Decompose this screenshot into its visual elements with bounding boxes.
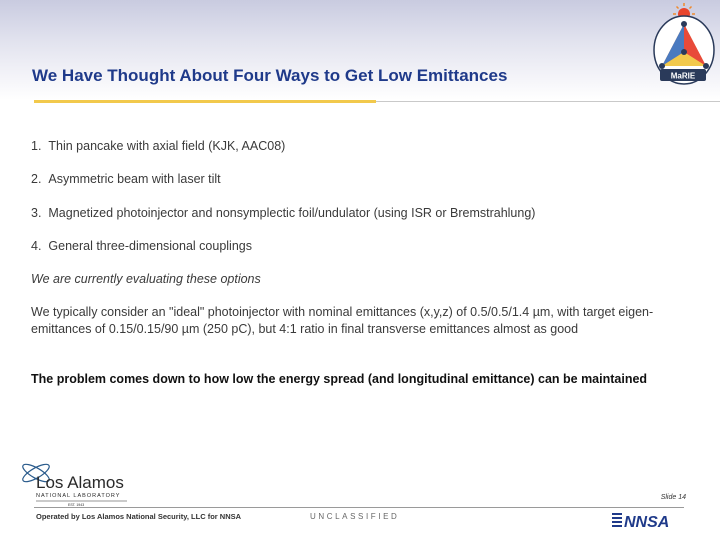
list-item-text: Magnetized photoinjector and nonsymplectic foil/undulator (using ISR or Bremstrahlung) [48,206,536,220]
list-item-text: Thin pancake with axial field (KJK, AAC08) [48,139,286,153]
list-item-number: 3. [31,206,42,220]
list-item-number: 1. [31,139,42,153]
footer-rule [34,507,684,508]
nnsa-logo-stripes [612,513,622,527]
list-item-text: General three-dimensional couplings [48,239,252,253]
nnsa-logo [612,510,688,530]
list-item-text: Asymmetric beam with laser tilt [48,172,221,186]
marie-logo [648,0,718,92]
list-item-number: 4. [31,239,42,253]
title-underline-gray [376,101,720,102]
nnsa-text: NNSA [624,514,670,530]
la-logo-est: EST. 1943 [68,503,85,507]
slide-number: Slide 14 [660,494,686,501]
list-item [31,238,252,255]
logo-text: MaRIE [670,71,696,81]
los-alamos-logo [16,455,136,507]
operated-by-text: Operated by Los Alamos National Security, LLC for NNSA [36,512,242,521]
typical-paragraph: We typically consider an "ideal" photoinjector with nominal emittances (x,y,z) of 0.5/0.5/1.4 µm, with target eigen-emittances of 0.15/0.15/90 µm (250 pC), but 4:1 ratio in final transverse emittances almost as good [31,305,654,336]
la-logo-sub: NATIONAL LABORATORY [36,493,121,499]
title-underline [34,100,376,103]
list-item [31,171,221,188]
list-item-number: 2. [31,172,42,186]
list-item [31,205,535,222]
list-item [31,138,285,155]
problem-paragraph: The problem comes down to how low the energy spread (and longitudinal emittance) can be maintained [31,372,648,386]
classification-text: UNCLASSIFIED [310,512,400,521]
slide-title: We Have Thought About Four Ways to Get Low Emittances [32,66,508,85]
evaluating-text: We are currently evaluating these options [31,272,261,286]
la-logo-main: Los Alamos [36,473,124,492]
